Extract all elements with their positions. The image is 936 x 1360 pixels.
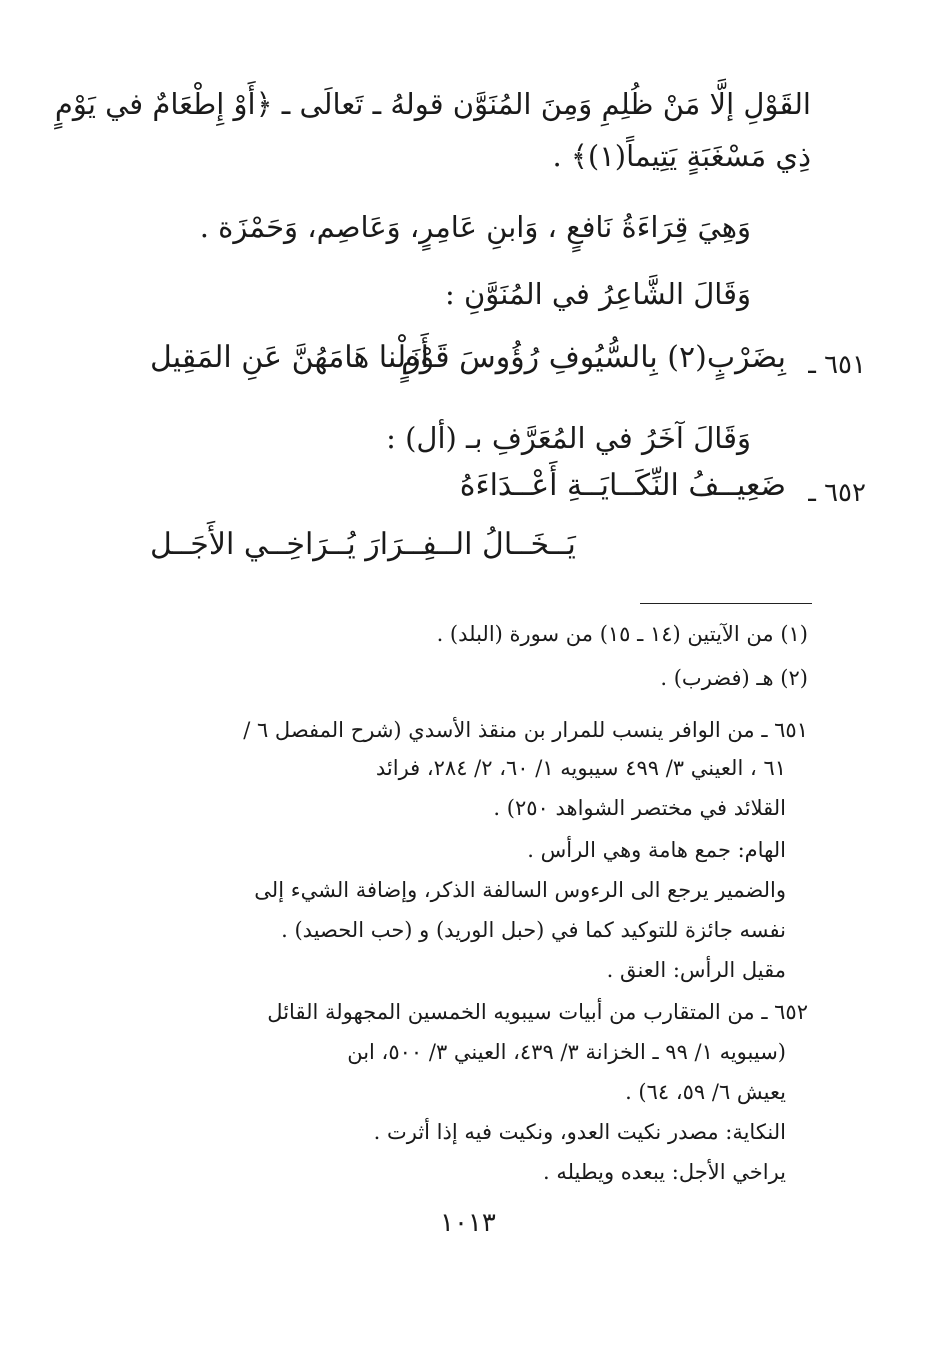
note-651-line-1: ٦٥١ ـ من الوافر ينسب للمرار بن منقذ الأسدي (شرح المفصل ٦ / — [243, 718, 808, 742]
note-651-line-4: الهام: جمع هامة وهي الرأس . — [527, 838, 786, 862]
body-line-1: القَوْلِ إلَّا مَنْ ظُلِمِ وَمِنَ المُنَوَّن قولهُ ـ تَعالَى ـ ﴿أَوْ إِطْعَامٌ في يَوْمٍ — [54, 87, 811, 121]
footnote-divider — [640, 603, 812, 604]
note-651-line-3: القلائد في مختصر الشواهد ٢٥٠) . — [493, 796, 786, 820]
note-652-line-3: يعيش ٦/ ٥٩، ٦٤) . — [625, 1080, 786, 1104]
page-number: ١٠١٣ — [440, 1208, 496, 1238]
body-line-5: وَقَالَ آخَرُ في المُعَرَّفِ بـ (أل) : — [386, 421, 751, 455]
footnote-2: (٢) هـ (فضرب) . — [660, 666, 808, 690]
note-652-line-1: ٦٥٢ ـ من المتقارب من أبيات سيبويه الخمسين المجهولة القائل — [267, 1000, 808, 1024]
footnote-1: (١) من الآيتين (١٤ ـ ١٥) من سورة (البلد) . — [436, 622, 808, 646]
verse-651-second-hemistich: أَزَلْنا هَامَهُنَّ عَنِ المَقِيل — [150, 340, 429, 375]
note-651-line-7: مقيل الرأس: العنق . — [606, 958, 786, 982]
body-line-4: وَقَالَ الشَّاعِرُ في المُنَوَّنِ : — [444, 277, 751, 311]
verse-651-first-hemistich: بِضَرْبٍ(٢) بِالسُّيُوفِ رُؤُوسَ قَوْمٍ — [401, 340, 786, 375]
verse-652-first-hemistich: ضَعِيــفُ النِّكَــايَــةِ أَعْــدَاءَهُ — [459, 468, 786, 503]
body-line-2: ذِي مَسْغَبَةٍ يَتِيماً(١)﴾ . — [552, 139, 811, 173]
verse-652-second-hemistich: يَــخَــالُ الــفِــرَارَ يُــرَاخِــي الأَجَــل — [150, 527, 576, 562]
note-652-line-4: النكاية: مصدر نكيت العدو، ونكيت فيه إذا أثرت . — [373, 1120, 786, 1144]
verse-number-651: ٦٥١ ـ — [808, 350, 866, 380]
note-651-line-5: والضمير يرجع الى الرءوس السالفة الذكر، وإضافة الشيء إلى — [254, 878, 786, 902]
note-652-line-2: (سيبويه ١/ ٩٩ ـ الخزانة ٣/ ٤٣٩، العيني ٣/ ٥٠٠، ابن — [347, 1040, 786, 1064]
note-651-line-6: نفسه جائزة للتوكيد كما في (حبل الوريد) و (حب الحصيد) . — [281, 918, 786, 942]
body-line-3: وَهِيَ قِرَاءَةُ نَافعٍ ، وَابنِ عَامِرٍ، وَعَاصِم، وَحَمْزَة . — [199, 210, 751, 244]
verse-number-652: ٦٥٢ ـ — [808, 478, 866, 508]
note-651-line-2: ٦١ ، العيني ٣/ ٤٩٩ سيبويه ١/ ٦٠، ٢/ ٢٨٤، فرائد — [375, 756, 786, 780]
note-652-line-5: يراخي الأجل: يبعده ويطيله . — [543, 1160, 786, 1184]
